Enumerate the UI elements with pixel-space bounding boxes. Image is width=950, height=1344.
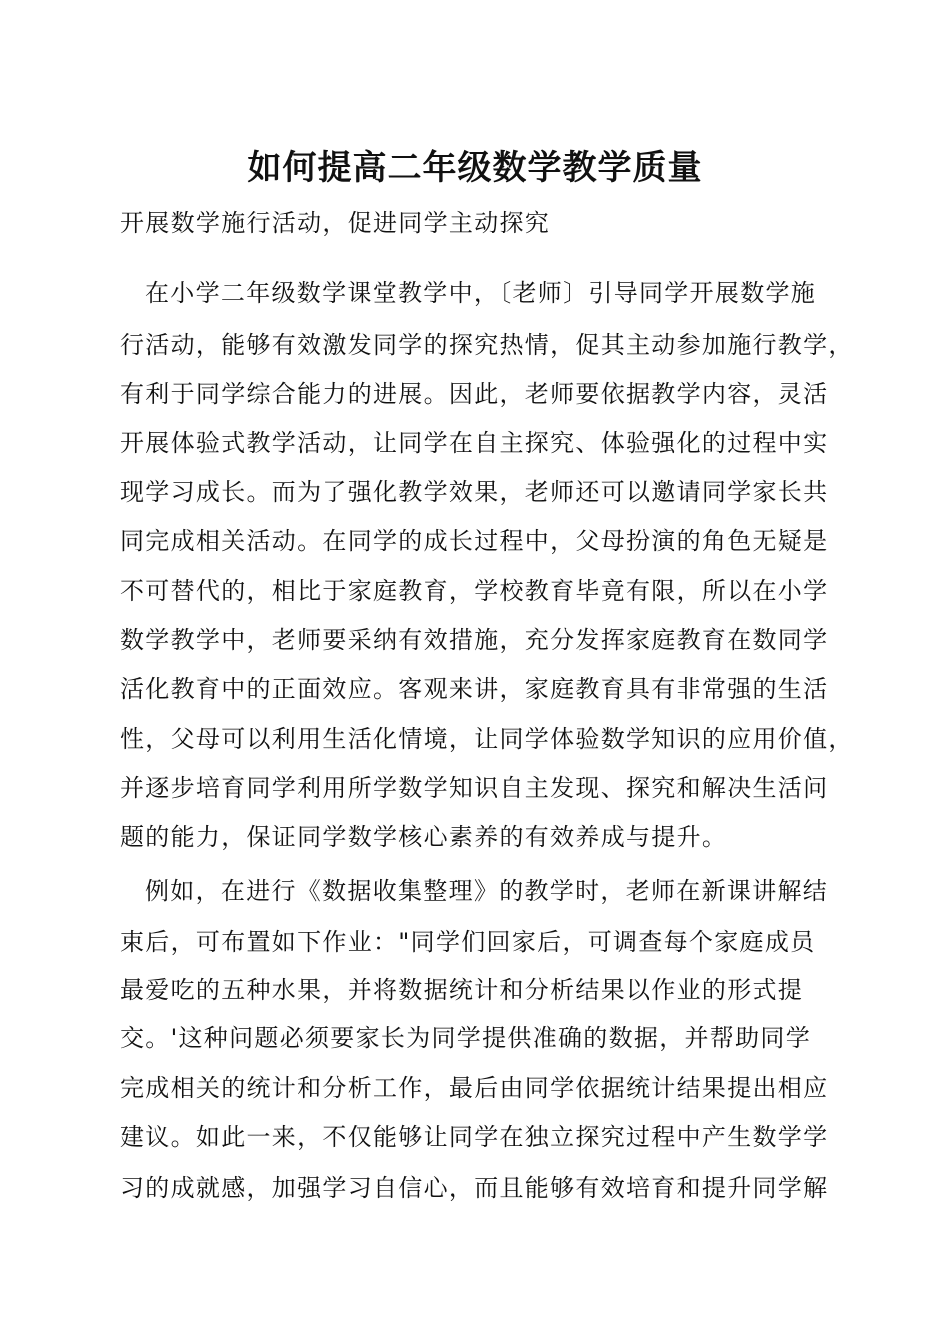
- document-title: 如何提高二年级数学教学质量: [247, 148, 703, 188]
- paragraph-line: 有利于同学综合能力的进展。因此，老师要依据教学内容，灵活: [120, 380, 829, 408]
- paragraph-line: 建议。如此一来，不仅能够让同学在独立探究过程中产生数学学: [120, 1123, 829, 1151]
- paragraph-line: 性，父母可以利用生活化情境，让同学体验数学知识的应用价值，: [120, 725, 854, 753]
- paragraph-line: 最爱吃的五种水果，并将数据统计和分析结果以作业的形式提: [120, 976, 804, 1004]
- paragraph-line: 题的能力，保证同学数学核心素养的有效养成与提升。: [120, 823, 728, 851]
- paragraph-line: 并逐步培育同学利用所学数学知识自主发现、探究和解决生活问: [120, 774, 829, 802]
- paragraph-line: 不可替代的，相比于家庭教育，学校教育毕竟有限，所以在小学: [120, 577, 829, 605]
- paragraph-line: 开展体验式教学活动，让同学在自主探究、体验强化的过程中实: [120, 429, 829, 457]
- paragraph-line: 现学习成长。而为了强化教学效果，老师还可以邀请同学家长共: [120, 478, 829, 506]
- paragraph-line: 行活动，能够有效激发同学的探究热情，促其主动参加施行教学，: [120, 331, 854, 359]
- paragraph-line: 完成相关的统计和分析工作，最后由同学依据统计结果提出相应: [120, 1074, 829, 1102]
- paragraph-line: 习的成就感，加强学习自信心，而且能够有效培育和提升同学解: [120, 1174, 829, 1202]
- paragraph-line: 数学教学中，老师要采纳有效措施，充分发挥家庭教育在数同学: [120, 626, 829, 654]
- paragraph-line: 交。'这种问题必须要家长为同学提供准确的数据，并帮助同学: [120, 1024, 811, 1052]
- paragraph-line: 活化教育中的正面效应。客观来讲，家庭教育具有非常强的生活: [120, 675, 829, 703]
- paragraph-line: 束后，可布置如下作业："同学们回家后，可调查每个家庭成员: [120, 928, 816, 956]
- paragraph-line: 同完成相关活动。在同学的成长过程中，父母扮演的角色无疑是: [120, 527, 829, 555]
- section-heading: 开展数学施行活动，促进同学主动探究: [120, 209, 551, 237]
- paragraph-line: 在小学二年级数学课堂教学中，〔老师〕引导同学开展数学施: [145, 279, 817, 307]
- paragraph-line: 例如，在进行《数据收集整理》的教学时，老师在新课讲解结: [145, 877, 829, 905]
